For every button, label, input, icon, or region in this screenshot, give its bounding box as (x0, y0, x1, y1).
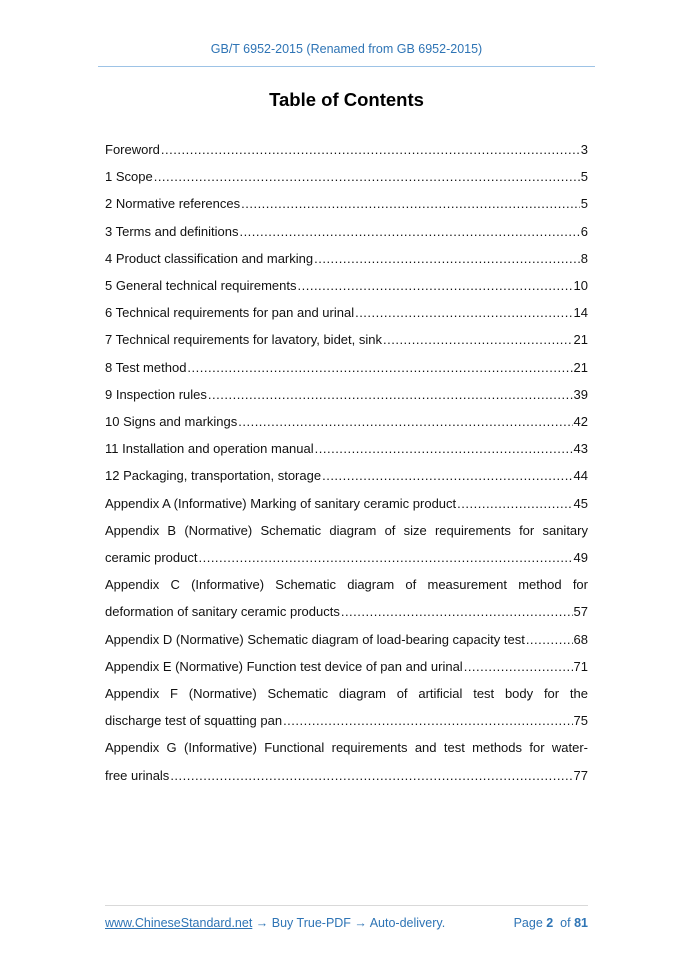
toc-entry[interactable] (105, 462, 588, 489)
website-link[interactable]: www.ChineseStandard.net (105, 916, 253, 930)
dot-leader (464, 653, 573, 680)
toc-entry-page: 8 (580, 250, 588, 266)
footer-divider (105, 905, 588, 906)
toc-entry-label: 3 Terms and definitions (105, 223, 239, 239)
toc-entry-label: 6 Technical requirements for pan and urinal (105, 305, 355, 321)
toc-entry-label: Appendix A (Informative) Marking of sanitary ceramic product (105, 495, 457, 511)
toc-entry-label: 4 Product classification and marking (105, 250, 314, 266)
toc-entry-label: Foreword (105, 142, 160, 157)
dot-leader (526, 626, 573, 653)
dot-leader (241, 190, 580, 217)
toc-entry-page: 71 (573, 658, 588, 674)
toc-entry-page: 5 (580, 196, 588, 212)
dot-leader (383, 326, 573, 353)
toc-entry-label: free urinals (105, 767, 170, 783)
toc-entry-page: 21 (573, 332, 588, 348)
toc-entry-page: 10 (573, 278, 588, 294)
toc-entry-label: Appendix D (Normative) Schematic diagram of load-bearing capacity test (105, 631, 525, 647)
footer-tagline: → Buy True-PDF → Auto-delivery. (252, 916, 446, 930)
toc-entry-label: Appendix E (Normative) Function test device of pan and urinal (105, 658, 463, 674)
of-word: of (560, 916, 571, 930)
page-indicator (514, 916, 588, 930)
dot-leader (154, 163, 580, 190)
dot-leader (355, 299, 572, 326)
page-title: Table of Contents (269, 89, 424, 110)
toc-entry[interactable] (105, 299, 588, 326)
toc-entry-label: 11 Installation and operation manual (105, 441, 314, 457)
toc-entry-page: 42 (573, 414, 588, 430)
toc-entry-label: 9 Inspection rules (105, 386, 207, 402)
toc-entry[interactable] (105, 490, 588, 517)
toc-entry-page: 68 (573, 631, 588, 647)
toc-entry[interactable] (105, 272, 588, 299)
toc-entry-page: 77 (573, 767, 588, 783)
running-header: GB/T 6952-2015 (Renamed from GB 6952-2015) (210, 42, 483, 56)
toc-entry[interactable] (105, 326, 588, 353)
toc-entry[interactable] (105, 381, 588, 408)
current-page: 2 (546, 916, 554, 930)
dot-leader (457, 490, 572, 517)
toc-entry[interactable] (105, 734, 588, 788)
dot-leader (161, 136, 580, 163)
toc-entry-page: 39 (573, 386, 588, 402)
toc-entry[interactable] (105, 354, 588, 381)
toc-entry-label-line1: Appendix B (Normative) Schematic diagram of size requirements for sanitary (105, 522, 588, 538)
dot-leader (341, 598, 573, 625)
toc-entry-page: 44 (573, 468, 588, 484)
toc-entry[interactable] (105, 571, 588, 625)
toc-entry-label: 8 Test method (105, 359, 187, 375)
toc-entry-label: 5 General technical requirements (105, 278, 297, 294)
dot-leader (283, 707, 572, 734)
toc-entry-label: 7 Technical requirements for lavatory, bidet, sink (105, 332, 382, 348)
toc-entry-label: 10 Signs and markings (105, 414, 238, 430)
dot-leader (239, 218, 579, 245)
toc-entry-page: 45 (573, 495, 588, 511)
toc-entry-page: 49 (573, 550, 588, 566)
page-word: Page (513, 916, 543, 930)
dot-leader (170, 762, 572, 789)
toc-entry[interactable] (105, 680, 588, 734)
toc-entry[interactable] (105, 218, 588, 245)
toc-entry[interactable] (105, 435, 588, 462)
toc-entry[interactable] (105, 136, 588, 163)
toc-entry-page: 14 (573, 305, 588, 321)
dot-leader (238, 408, 572, 435)
toc-entry-label: deformation of sanitary ceramic products (105, 604, 340, 620)
toc-entry-label-line1: Appendix C (Informative) Schematic diagram of measurement method for (105, 577, 588, 593)
toc-entry-page: 75 (573, 713, 588, 729)
toc-entry-label-line1: Appendix F (Normative) Schematic diagram of artificial test body for the (105, 686, 588, 702)
toc-entry-label: 1 Scope (105, 169, 153, 185)
toc-entry-page: 6 (580, 223, 588, 239)
toc-entry-page: 21 (573, 359, 588, 375)
toc-entry-label-line1: Appendix G (Informative) Functional requirements and test methods for water- (105, 740, 588, 756)
toc-entry-page: 43 (573, 441, 588, 457)
dot-leader (187, 354, 572, 381)
toc-entry-page: 57 (573, 604, 588, 620)
header-divider (98, 66, 595, 67)
toc-entry[interactable] (105, 190, 588, 217)
toc-entry-label: ceramic product (105, 550, 198, 566)
table-of-contents (105, 136, 588, 789)
dot-leader (314, 245, 580, 272)
toc-entry[interactable] (105, 245, 588, 272)
toc-entry-label: discharge test of squatting pan (105, 713, 283, 729)
toc-entry[interactable] (105, 626, 588, 653)
dot-leader (315, 435, 573, 462)
toc-entry-page: 5 (580, 169, 588, 185)
footer-left (105, 916, 445, 930)
toc-entry-label: 12 Packaging, transportation, storage (105, 468, 322, 484)
toc-entry-page: 3 (580, 142, 588, 157)
toc-entry[interactable] (105, 517, 588, 571)
footer (105, 916, 588, 930)
toc-entry[interactable] (105, 163, 588, 190)
dot-leader (298, 272, 573, 299)
toc-entry-label: 2 Normative references (105, 196, 241, 212)
dot-leader (208, 381, 573, 408)
total-pages: 81 (574, 916, 588, 930)
toc-entry[interactable] (105, 653, 588, 680)
toc-entry[interactable] (105, 408, 588, 435)
dot-leader (198, 544, 572, 571)
dot-leader (322, 462, 572, 489)
